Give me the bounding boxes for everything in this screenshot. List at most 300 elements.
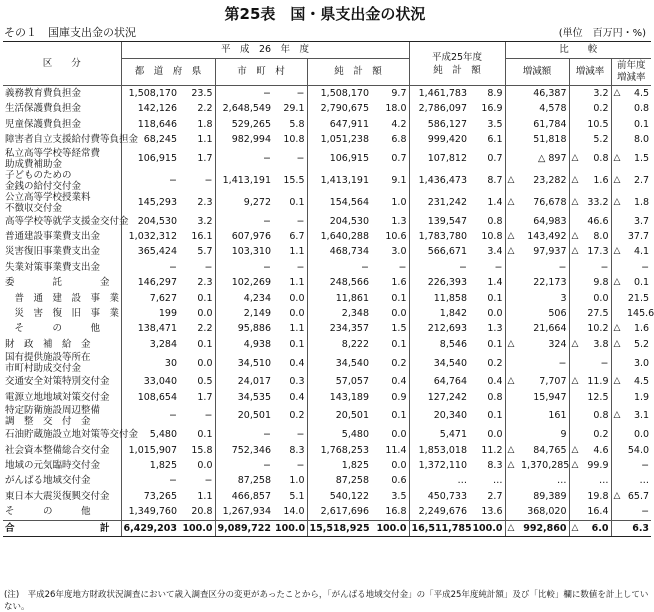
diff-value: 97,937 [533,246,567,258]
row-label: 財 政 補 給 金 [5,338,91,350]
muni-ratio: 6.7 [289,231,305,243]
row-label: 合 計 [3,520,121,536]
h25-ratio: 0.8 [487,391,503,403]
pref-value: − [121,473,179,488]
prev-rate-sign: △ [611,405,625,427]
prev-rate-value: … [639,475,650,487]
pref-ratio: 2.2 [197,323,213,335]
rate-value: 0.2 [593,429,609,441]
total-ratio: 1.3 [391,215,407,227]
table-row [3,489,651,504]
muni-ratio: 5.1 [289,490,305,502]
total-ratio: 1.5 [391,323,407,335]
h25-value: 2,249,676 [409,504,469,520]
diff-sign: △ [505,244,519,259]
h25-ratio: 8.3 [487,459,503,471]
diff-sign [505,148,519,170]
h25-value: 231,242 [409,192,469,214]
muni-value: 4,938 [215,337,273,352]
muni-value: 87,258 [215,473,273,488]
pref-value: 118,646 [121,117,179,132]
h25-ratio: 0.0 [487,308,503,320]
h25-value: 1,436,473 [409,170,469,192]
rate-value: 19.8 [587,490,609,502]
h25-value: … [409,473,469,488]
header-rate: 増減率 [569,59,611,86]
prev-rate-sign: △ [611,275,625,290]
h25-value: 1,842 [409,306,469,321]
pref-ratio: 0.5 [197,376,213,388]
table-row [3,229,651,244]
page-title: 第25表 国・県支出金の状況 [224,5,426,23]
rate-sign [569,306,583,321]
muni-ratio: − [296,429,305,441]
diff-value: 143,492 [527,231,567,243]
muni-ratio: 0.2 [289,410,305,422]
pref-ratio: 2.3 [197,277,213,289]
rate-sign [569,390,583,405]
diff-value: 23,282 [533,174,567,186]
muni-ratio: − [296,459,305,471]
table-row [3,352,651,374]
prev-rate-value: − [641,261,650,273]
total-value: 1,413,191 [307,170,371,192]
diff-sign [505,321,519,336]
diff-value: 76,678 [533,196,567,208]
prev-rate-sign [611,520,625,536]
total-ratio: 9.1 [391,174,407,186]
diff-sign [505,405,519,427]
prev-rate-value: 54.0 [627,444,650,456]
prev-rate-sign [611,214,625,229]
prev-rate-value: 4.5 [633,88,650,99]
h25-ratio: 13.6 [481,506,503,518]
pref-value: 30 [121,352,179,374]
prev-rate-value: 0.0 [633,429,650,441]
total-ratio: 9.7 [391,88,407,99]
pref-ratio: 16.1 [191,231,213,243]
rate-sign: △ [569,148,583,170]
pref-ratio: 0.1 [197,338,213,350]
rate-value: 12.5 [587,391,609,403]
muni-value: 103,310 [215,244,273,259]
muni-value: 95,886 [215,321,273,336]
diff-value: … [557,475,567,487]
diff-value: 22,173 [533,277,567,289]
table-row [3,291,651,306]
rate-sign: △ [569,458,583,473]
diff-sign [505,306,519,321]
muni-value: 34,510 [215,352,273,374]
h25-value: − [409,260,469,275]
prev-rate-value: 0.1 [633,118,650,130]
diff-sign [505,260,519,275]
total-value: 5,480 [307,427,371,442]
pref-value: 5,480 [121,427,179,442]
header-prev-rate: 前年度 増減率 [611,59,651,86]
pref-ratio: − [204,475,213,487]
row-label: 公立高等学校授業料 不徴収交付金 [5,191,91,214]
rate-sign [569,291,583,306]
prev-rate-value: 0.8 [633,103,650,115]
muni-value: 466,857 [215,489,273,504]
pref-value: 68,245 [121,132,179,147]
prev-rate-value: 5.2 [633,338,650,350]
total-ratio: − [398,261,407,273]
h25-ratio: 6.1 [487,134,503,146]
total-value: 2,790,675 [307,101,371,116]
pref-value: 1,825 [121,458,179,473]
diff-sign [505,390,519,405]
h25-value: 1,853,018 [409,443,469,458]
muni-value: − [215,427,273,442]
pref-ratio: − [204,410,213,422]
diff-value: 7,707 [539,376,567,388]
rate-value: 5.2 [593,134,609,146]
table-row [3,275,651,290]
pref-value: 106,915 [121,148,179,170]
rate-value: − [600,261,609,273]
pref-value: 108,654 [121,390,179,405]
total-value: 1,051,238 [307,132,371,147]
total-value: 1,508,170 [307,86,371,102]
rate-sign [569,260,583,275]
total-value: 57,057 [307,374,371,389]
row-label: 石油貯蔵施設立地対策等交付金 [5,429,139,441]
muni-ratio: 10.8 [283,134,305,146]
prev-rate-value: 1.9 [633,391,650,403]
h25-ratio: 0.0 [487,429,503,441]
muni-value: 752,346 [215,443,273,458]
prev-rate-value: 37.7 [627,231,650,243]
muni-ratio: − [296,88,305,99]
muni-value: 1,267,934 [215,504,273,520]
h25-value: 999,420 [409,132,469,147]
prev-rate-sign: △ [611,337,625,352]
row-label: そ の 他 [5,323,101,335]
prev-rate-value: 3.7 [633,215,650,227]
pref-value: 145,293 [121,192,179,214]
muni-ratio: 0.1 [289,196,305,208]
pref-value: 365,424 [121,244,179,259]
diff-value: 992,860 [519,520,569,536]
rate-value: 17.3 [587,246,609,258]
prev-rate-value: 2.7 [633,174,650,186]
pref-value: 1,032,312 [121,229,179,244]
table-row [3,443,651,458]
total-ratio: 0.0 [391,459,407,471]
h25-value: 586,127 [409,117,469,132]
table-row [3,473,651,488]
prev-rate-value: 8.0 [633,134,650,146]
total-ratio: 0.7 [391,152,407,164]
h25-value: 64,764 [409,374,469,389]
pref-value: 3,284 [121,337,179,352]
prev-rate-sign [611,390,625,405]
prev-rate-value: 1.8 [633,196,650,208]
h25-ratio: 0.2 [487,357,503,369]
header-diff: 増減額 [505,59,569,86]
pref-ratio: 0.1 [197,429,213,441]
rate-value: − [600,357,609,369]
muni-ratio: 0.4 [289,357,305,369]
rate-value: 1.6 [593,174,609,186]
rate-value: … [599,475,609,487]
diff-sign [505,291,519,306]
h25-value: 566,671 [409,244,469,259]
muni-ratio: 0.0 [289,308,305,320]
table-row [3,458,651,473]
diff-value: − [558,261,567,273]
row-label: 普 通 建 設 事 業 [5,292,120,304]
prev-rate-sign: △ [611,374,625,389]
rate-sign [569,117,583,132]
total-ratio: 100.0 [371,520,409,536]
h25-ratio: 3.4 [487,246,503,258]
total-ratio: 11.4 [385,444,407,456]
prev-rate-value: 0.1 [633,277,650,289]
muni-value: 9,272 [215,192,273,214]
muni-ratio: − [296,261,305,273]
table-row [3,117,651,132]
row-label: 高等学校等就学支援金交付金 [5,215,129,227]
total-ratio: 0.1 [391,410,407,422]
diff-sign [505,132,519,147]
total-value: 20,501 [307,405,371,427]
muni-ratio: 1.0 [289,475,305,487]
prev-rate-value: 4.5 [633,376,650,388]
muni-value: 20,501 [215,405,273,427]
total-ratio: 0.4 [391,376,407,388]
row-label: 社会資本整備総合交付金 [5,444,110,456]
pref-value: − [121,170,179,192]
h25-value: 1,461,783 [409,86,469,102]
h25-value: 8,546 [409,337,469,352]
pref-ratio: 2.3 [197,196,213,208]
diff-value: 368,020 [527,506,567,518]
rate-value: 16.4 [587,506,609,518]
diff-value: 21,664 [533,323,567,335]
row-label: 東日本大震災復興交付金 [5,490,110,502]
pref-value: 1,508,170 [121,86,179,102]
h25-value: 11,858 [409,291,469,306]
h25-ratio: 1.4 [487,196,503,208]
row-label: そ の 他 [5,506,91,518]
muni-value: − [215,458,273,473]
diff-value: 506 [548,308,567,320]
muni-value: 34,535 [215,390,273,405]
pref-ratio: 0.0 [197,308,213,320]
pref-value: 142,126 [121,101,179,116]
muni-ratio: 0.1 [289,338,305,350]
rate-value: 11.9 [587,376,609,388]
row-label: 国有提供施設等所在 市町村助成交付金 [5,352,91,375]
prev-rate-sign [611,306,625,321]
total-value: 647,911 [307,117,371,132]
rate-value: 8.0 [593,231,609,243]
diff-value: △ 897 [538,152,567,164]
rate-sign: △ [569,244,583,259]
h25-value: 2,786,097 [409,101,469,116]
muni-ratio: 8.3 [289,444,305,456]
prev-rate-value: 3.0 [633,357,650,369]
diff-sign: △ [505,520,519,536]
pref-ratio: 1.7 [197,391,213,403]
h25-value: 1,372,110 [409,458,469,473]
total-ratio: 16.8 [385,506,407,518]
h25-ratio: 8.7 [487,174,503,186]
diff-sign: △ [505,458,519,473]
prev-rate-sign [611,291,625,306]
prev-rate-sign: △ [611,489,625,504]
muni-ratio: 29.1 [283,103,305,115]
total-value: 2,617,696 [307,504,371,520]
prev-rate-sign: △ [611,148,625,170]
row-label: 普通建設事業費支出金 [5,231,101,243]
h25-ratio: 16.9 [481,103,503,115]
total-value: 11,861 [307,291,371,306]
diff-sign [505,352,519,374]
diff-sign [505,117,519,132]
pref-ratio: − [204,261,213,273]
total-value: 15,518,925 [307,520,371,536]
row-label: 生活保護費負担金 [5,103,82,115]
muni-value: 2,648,549 [215,101,273,116]
pref-ratio: 1.1 [197,134,213,146]
prev-rate-sign [611,260,625,275]
pref-value: 6,429,203 [121,520,179,536]
prev-rate-value: 4.1 [633,246,650,258]
diff-value: 4,578 [539,103,567,115]
rate-sign: △ [569,192,583,214]
header-pref: 都 道 府 県 [121,59,215,86]
h25-ratio: 3.5 [487,118,503,130]
pref-ratio: 1.1 [197,490,213,502]
rate-sign [569,321,583,336]
row-label: 委 託 金 [5,277,110,289]
diff-value: 161 [548,410,567,422]
total-ratio: 4.2 [391,118,407,130]
pref-value: 1,349,760 [121,504,179,520]
row-label: 災害復旧事業費支出金 [5,246,101,258]
table-row [3,427,651,442]
diff-sign [505,214,519,229]
total-row [3,520,651,536]
total-value: 154,564 [307,192,371,214]
muni-value: − [215,148,273,170]
row-label: 子どものための 金銭の給付交付金 [5,169,82,192]
row-label: がんばる地域交付金 [5,475,91,487]
prev-rate-value: 1.6 [633,323,650,335]
rate-value: 99.9 [587,459,609,471]
diff-value: 64,983 [533,215,567,227]
row-label: 児童保護費負担金 [5,118,82,130]
pref-value: 146,297 [121,275,179,290]
prev-rate-value: 6.3 [625,520,651,536]
pref-value: 73,265 [121,489,179,504]
diff-sign: △ [505,192,519,214]
h25-value: 127,242 [409,390,469,405]
total-value: 468,734 [307,244,371,259]
prev-rate-sign [611,117,625,132]
total-ratio: 0.0 [391,429,407,441]
h25-ratio: … [493,475,503,487]
h25-value: 1,783,780 [409,229,469,244]
diff-sign: △ [505,229,519,244]
prev-rate-value: 1.5 [633,152,650,164]
muni-value: 4,234 [215,291,273,306]
table-row [3,101,651,116]
total-value: 540,122 [307,489,371,504]
row-label: 電源立地地域対策交付金 [5,391,110,403]
h25-ratio: 1.4 [487,277,503,289]
rate-sign: △ [569,337,583,352]
diff-sign [505,86,519,102]
pref-value: 204,530 [121,214,179,229]
muni-value: 2,149 [215,306,273,321]
prev-rate-sign [611,352,625,374]
h25-value: 34,540 [409,352,469,374]
table-body [3,86,654,537]
diff-value: 46,387 [533,88,567,99]
pref-ratio: − [204,174,213,186]
total-value: 87,258 [307,473,371,488]
table-row [3,321,651,336]
rate-value: 10.2 [587,323,609,335]
rate-sign [569,86,583,102]
pref-value: 199 [121,306,179,321]
pref-ratio: 5.7 [197,246,213,258]
diff-value: 15,947 [533,391,567,403]
table-row [3,148,651,170]
h25-ratio: 0.7 [487,152,503,164]
total-ratio: 0.0 [391,308,407,320]
diff-value: − [558,357,567,369]
national-subsidy-table [3,41,654,537]
h25-value: 212,693 [409,321,469,336]
rate-sign [569,275,583,290]
h25-ratio: 11.2 [481,444,503,456]
row-label: 地域の元気臨時交付金 [5,459,101,471]
prev-rate-value: 3.1 [633,410,650,422]
diff-value: 89,389 [533,490,567,502]
total-value: 1,768,253 [307,443,371,458]
total-ratio: 1.6 [391,277,407,289]
pref-ratio: 100.0 [179,520,215,536]
diff-sign: △ [505,374,519,389]
total-ratio: 0.6 [391,475,407,487]
row-label: 私立高等学校等経常費 助成費補助金 [5,147,101,170]
rate-value: 3.2 [593,88,609,99]
rate-value: 0.8 [593,152,609,164]
rate-sign: △ [569,374,583,389]
muni-ratio: 0.3 [289,376,305,388]
prev-rate-sign: △ [611,170,625,192]
rate-sign: △ [569,170,583,192]
total-value: 234,357 [307,321,371,336]
table-row [3,306,651,321]
pref-ratio: 1.7 [197,152,213,164]
row-label: 災 害 復 旧 事 業 [5,308,120,320]
muni-ratio: 0.4 [289,391,305,403]
pref-value: − [121,405,179,427]
header-h26: 平 成 26 年 度 [121,42,409,59]
diff-sign [505,489,519,504]
rate-value: 0.2 [593,103,609,115]
h25-ratio: 0.4 [487,376,503,388]
pref-value: 138,471 [121,321,179,336]
h25-ratio: 10.8 [481,231,503,243]
